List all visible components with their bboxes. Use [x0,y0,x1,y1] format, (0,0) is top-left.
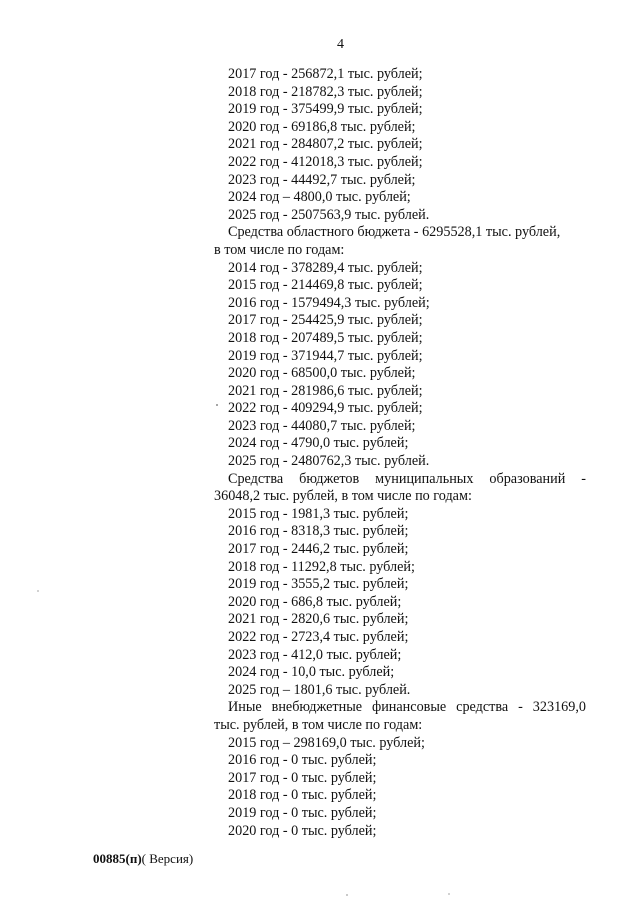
year-line: 2018 год - 218782,3 тыс. рублей; [228,83,423,100]
municipal-budget-heading-cont: 36048,2 тыс. рублей, в том числе по годам: [214,488,472,505]
year-line: 2020 год - 686,8 тыс. рублей; [228,593,402,610]
scan-speck [448,893,450,895]
municipal-budget-section [214,471,586,700]
year-line: 2019 год - 371944,7 тыс. рублей; [228,347,423,364]
year-line: 2020 год - 0 тыс. рублей; [228,822,377,839]
year-line: 2021 год - 284807,2 тыс. рублей; [228,136,423,153]
page-number: 4 [337,37,344,52]
extrabudgetary-heading-cont: тыс. рублей, в том числе по годам: [214,716,423,733]
year-line: 2025 год – 1801,6 тыс. рублей. [228,681,411,698]
year-line: 2015 год - 214469,8 тыс. рублей; [228,277,423,294]
year-line: 2025 год - 2480762,3 тыс. рублей. [228,453,430,470]
regional-budget-heading: Средства областного бюджета - 6295528,1 тыс. рублей, [228,224,561,241]
page-body [214,66,586,840]
total-financing-years [214,66,586,224]
year-line: 2024 год – 4800,0 тыс. рублей; [228,189,411,206]
year-line: 2021 год - 281986,6 тыс. рублей; [228,382,423,399]
year-line: 2018 год - 207489,5 тыс. рублей; [228,329,423,346]
year-line: 2019 год - 375499,9 тыс. рублей; [228,101,423,118]
year-line: 2022 год - 409294,9 тыс. рублей; [228,400,423,417]
municipal-budget-heading: Средства бюджетов муниципальных образований - [228,470,586,487]
year-line: 2021 год - 2820,6 тыс. рублей; [228,611,409,628]
year-line: 2024 год - 10,0 тыс. рублей; [228,664,395,681]
year-line: 2024 год - 4790,0 тыс. рублей; [228,435,409,452]
year-line: 2014 год - 378289,4 тыс. рублей; [228,259,423,276]
year-line: 2022 год - 2723,4 тыс. рублей; [228,629,409,645]
year-line: 2019 год - 3555,2 тыс. рублей; [228,576,409,593]
document-version: ( Версия) [141,851,194,866]
year-line: 2016 год - 1579494,3 тыс. рублей; [228,294,430,311]
extrabudgetary-heading: Иные внебюджетные финансовые средства - 323169,0 [228,699,586,716]
year-line: 2016 год - 8318,3 тыс. рублей; [228,523,409,540]
document-code: 00885(п) [93,851,142,866]
document-footer [93,851,193,867]
regional-budget-section [214,224,586,470]
year-line: 2017 год - 256872,1 тыс. рублей; [228,66,423,82]
year-line: 2017 год - 0 тыс. рублей; [228,769,377,786]
year-line: 2020 год - 68500,0 тыс. рублей; [228,365,416,382]
year-line: 2016 год - 0 тыс. рублей; [228,752,377,769]
scan-speck [216,404,218,406]
year-line: 2025 год - 2507563,9 тыс. рублей. [228,206,430,223]
year-line: 2018 год - 0 тыс. рублей; [228,787,377,804]
year-line: 2020 год - 69186,8 тыс. рублей; [228,118,416,135]
scan-speck [346,894,348,896]
year-line: 2023 год - 412,0 тыс. рублей; [228,646,402,663]
year-line: 2022 год - 412018,3 тыс. рублей; [228,153,423,170]
year-line: 2023 год - 44080,7 тыс. рублей; [228,417,416,434]
year-line: 2018 год - 11292,8 тыс. рублей; [228,558,415,575]
year-line: 2017 год - 2446,2 тыс. рублей; [228,541,409,558]
extrabudgetary-section [214,699,586,840]
year-line: 2015 год – 298169,0 тыс. рублей; [228,734,425,751]
year-line: 2023 год - 44492,7 тыс. рублей; [228,171,416,188]
year-line: 2019 год - 0 тыс. рублей; [228,804,377,821]
year-line: 2017 год - 254425,9 тыс. рублей; [228,312,423,329]
year-line: 2015 год - 1981,3 тыс. рублей; [228,505,409,522]
scan-speck [37,590,39,592]
regional-budget-heading-cont: в том числе по годам: [214,241,345,258]
